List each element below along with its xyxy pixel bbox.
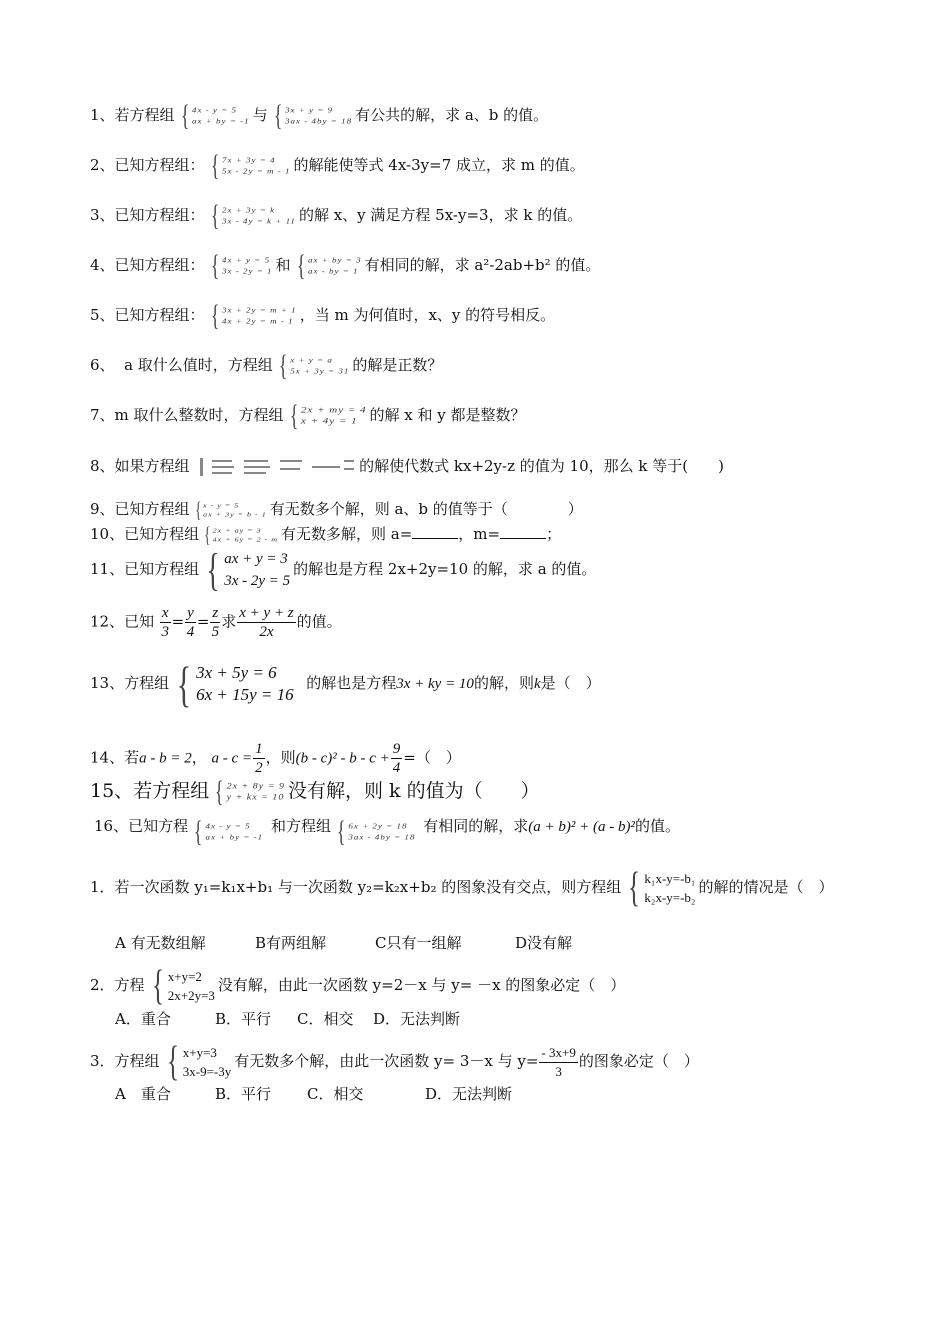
equation-system: { x+y=2 2x+2y=3 [151, 963, 215, 1009]
question-text: 没有解，则 k 的值为（ ） [287, 780, 540, 802]
fraction: $\frac{- 3x+9}{3}$ [541, 1044, 576, 1079]
options-row [115, 932, 572, 953]
question-text: 已知方程组： [114, 306, 205, 324]
question-number: 3． [90, 1052, 115, 1070]
question-number: 1、 [90, 106, 115, 124]
question-10 [90, 522, 562, 547]
question-7 [90, 399, 526, 432]
question-text: 已知方程 [128, 817, 189, 835]
problem-2 [90, 963, 626, 1009]
question-text: 若 [124, 748, 140, 767]
question-text: 是（ ） [540, 674, 601, 692]
question-number: 3、 [90, 206, 115, 224]
equation: 3x + ky = 10 [396, 676, 474, 692]
question-text: 有相同的解，求 a²-2ab+b² 的值。 [364, 256, 601, 274]
option-a[interactable]: A．重合 [115, 1010, 171, 1028]
question-number: 5、 [90, 306, 115, 324]
equation-system: { 2x + 3y = k 3x - 4y = k + 11 [210, 199, 296, 232]
question-text: 已知方程组： [114, 256, 205, 274]
question-text: 求 [221, 612, 237, 631]
equation-system: { 3x + 5y = 6 6x + 15y = 16 [176, 656, 294, 712]
connector-text: 和 [275, 256, 291, 274]
question-text: ； [546, 525, 562, 543]
fraction: $\frac{z}{5}$ [211, 605, 220, 640]
question-text: 已知方程组： [114, 206, 205, 224]
question-number: 8、 [90, 457, 115, 475]
question-text: 有无数多个解，则 a、b 的值等于（ ） [269, 500, 583, 518]
question-text: 的解使代数式 kx+2y-z 的值为 10，那么 k 等于( ) [359, 457, 724, 475]
question-number: 6、 [90, 356, 115, 374]
equation-system: { x + y = a 5x + 3y = 31 [278, 349, 350, 382]
equation-system: { 7x + 3y = 4 5x - 2y = m - 1 [210, 149, 291, 182]
option-d[interactable]: D没有解 [515, 934, 573, 952]
question-number: 7、 [90, 406, 115, 424]
options-row [115, 1083, 512, 1104]
condition: a - b = 2 [139, 750, 192, 767]
problem-1 [90, 865, 834, 911]
question-text: a 取什么值时，方程组 [124, 356, 273, 374]
equation-system: { 6x + 2y = 18 3ax - 4by = 18 [336, 815, 416, 848]
question-11 [90, 544, 597, 595]
question-text: 方程组 [124, 674, 170, 692]
option-a[interactable]: A 有无数组解 [115, 934, 206, 952]
question-text: ，则 [265, 748, 296, 767]
question-text: 的解，则 [473, 674, 534, 692]
question-number: 11、 [90, 560, 125, 578]
answer-blank-m[interactable] [500, 538, 546, 539]
expression: (a + b)² + (a - b)² [528, 819, 635, 835]
question-12 [90, 604, 342, 641]
question-4 [90, 249, 601, 282]
option-d[interactable]: D．无法判断 [373, 1010, 461, 1028]
fraction: $\frac{9}{4}$ [392, 741, 401, 776]
question-14 [90, 740, 461, 777]
question-number: 13、 [90, 674, 125, 692]
question-8 [90, 454, 724, 480]
question-text: 的解也是方程 [306, 674, 397, 692]
question-text: 的解能使等式 4x-3y=7 成立，求 m 的值。 [293, 156, 585, 174]
condition: a - c = [211, 750, 253, 767]
option-b[interactable]: B．平行 [215, 1085, 272, 1103]
question-text: m 取什么整数时，方程组 [114, 406, 284, 424]
question-text: =（ ） [403, 748, 461, 767]
question-text: 有公共的解，求 a、b 的值。 [355, 106, 549, 124]
separator: ， [191, 748, 207, 767]
question-text: 的解是正数？ [352, 356, 443, 374]
question-text: 已知方程组 [124, 525, 200, 543]
question-text: 已知 [124, 612, 155, 631]
question-number: 2、 [90, 156, 115, 174]
question-16 [94, 810, 680, 848]
equation-system: { k₁x-y=-b₁ k₂x-y=-b₂ [628, 865, 696, 911]
expression: (b - c)² - b - c + [295, 750, 390, 767]
options-row [115, 1008, 460, 1029]
problem-3 [90, 1039, 699, 1085]
question-number: 16、 [94, 817, 129, 835]
option-c[interactable]: C只有一组解 [375, 934, 462, 952]
equation-system: { x - y = 5 ax + 3y = b - 1 [194, 497, 267, 522]
question-5 [90, 299, 556, 332]
question-text: 已知方程组： [114, 156, 205, 174]
equation-system: { ax + y = 3 3x - 2y = 5 [206, 544, 291, 595]
fraction: $\frac{y}{4}$ [186, 605, 195, 640]
question-number: 10、 [90, 525, 125, 543]
equation-system: { 3x + y = 9 3ax - 4by = 18 [273, 99, 353, 132]
question-text: 没有解，由此一次函数 y=2－x 与 y= －x 的图象必定（ ） [217, 976, 626, 994]
question-6 [90, 349, 443, 382]
question-2 [90, 149, 585, 182]
question-number: 15、 [90, 780, 134, 802]
question-text: 的图象必定（ ） [578, 1052, 699, 1070]
fraction: $\frac{1}{2}$ [255, 741, 263, 776]
option-c[interactable]: C．相交 [307, 1085, 364, 1103]
question-text: 若方程组 [133, 780, 210, 802]
equation-system: { 4x - y = 5 ax + by = -1 [193, 815, 264, 848]
option-c[interactable]: C．相交 [297, 1010, 354, 1028]
fraction: $\frac{x}{3}$ [161, 605, 169, 640]
question-text: 如果方程组 [114, 457, 190, 475]
question-number: 4、 [90, 256, 115, 274]
question-3 [90, 199, 583, 232]
question-15 [90, 775, 540, 808]
question-text: 的解 x 和 y 都是整数？ [369, 406, 526, 424]
question-text: 有无数多解，则 a= [281, 525, 413, 543]
question-text: 已知方程组 [124, 560, 200, 578]
question-9 [90, 497, 583, 522]
question-text: 若方程组 [114, 106, 175, 124]
connector-text: 和方程组 [270, 817, 331, 835]
equation-system: { 2x + ay = 3 4x + 6y = 2 - m [204, 522, 279, 547]
equation-system: { ax + by = 3 ax - by = 1 [296, 249, 362, 282]
question-number: 1． [90, 878, 115, 896]
equation-system: { 2x + my = 4 x + 4y = 1 [289, 399, 367, 432]
variable-k: k [533, 676, 541, 692]
question-text: 方程 [114, 976, 145, 994]
equals-sign: = [196, 612, 210, 631]
garbled-equation-image [194, 454, 354, 480]
question-1 [90, 99, 549, 132]
question-text: ，当 m 为何值时，x、y 的符号相反。 [299, 306, 556, 324]
equation-system: { 4x - y = 5 ax + by = -1 [180, 99, 250, 132]
option-a[interactable]: A 重合 [115, 1085, 171, 1103]
question-text: 已知方程组 [114, 500, 190, 518]
option-b[interactable]: B有两组解 [255, 934, 327, 952]
question-text: 的值。 [296, 612, 342, 631]
question-text: 若一次函数 y₁=k₁x+b₁ 与一次函数 y₂=k₂x+b₂ 的图象没有交点，则方程组 [114, 878, 622, 896]
fraction: $\frac{x + y + z}{2x}$ [239, 605, 294, 640]
question-text: 方程组 [114, 1052, 160, 1070]
question-text: 的解 x、y 满足方程 5x-y=3，求 k 的值。 [298, 206, 583, 224]
question-number: 14、 [90, 748, 125, 767]
question-number: 9、 [90, 500, 115, 518]
question-number: 2． [90, 976, 115, 994]
option-d[interactable]: D．无法判断 [425, 1085, 513, 1103]
question-text: 的值。 [634, 817, 680, 835]
connector-text: 与 [252, 106, 268, 124]
answer-blank-a[interactable] [412, 538, 458, 539]
equation-system: { 2x + 8y = 9 y + kx = 10 [215, 775, 285, 808]
equation-system: { 4x + y = 5 3x - 2y = 1 [210, 249, 273, 282]
equation-system: { 3x + 2y = m + 1 4x + 2y = m - 1 [210, 299, 297, 332]
question-text: 有无数多个解，由此一次函数 y= 3－x 与 y= [234, 1052, 539, 1070]
question-13 [90, 656, 601, 712]
question-text: ，m= [458, 525, 501, 543]
question-number: 12、 [90, 612, 125, 631]
question-text: 有相同的解，求 [423, 817, 529, 835]
question-text: 的解也是方程 2x+2y=10 的解，求 a 的值。 [293, 560, 597, 578]
question-text: 的解的情况是（ ） [698, 878, 834, 896]
equals-sign: = [171, 612, 185, 631]
option-b[interactable]: B．平行 [215, 1010, 272, 1028]
equation-system: { x+y=3 3x-9=-3y [166, 1039, 232, 1085]
